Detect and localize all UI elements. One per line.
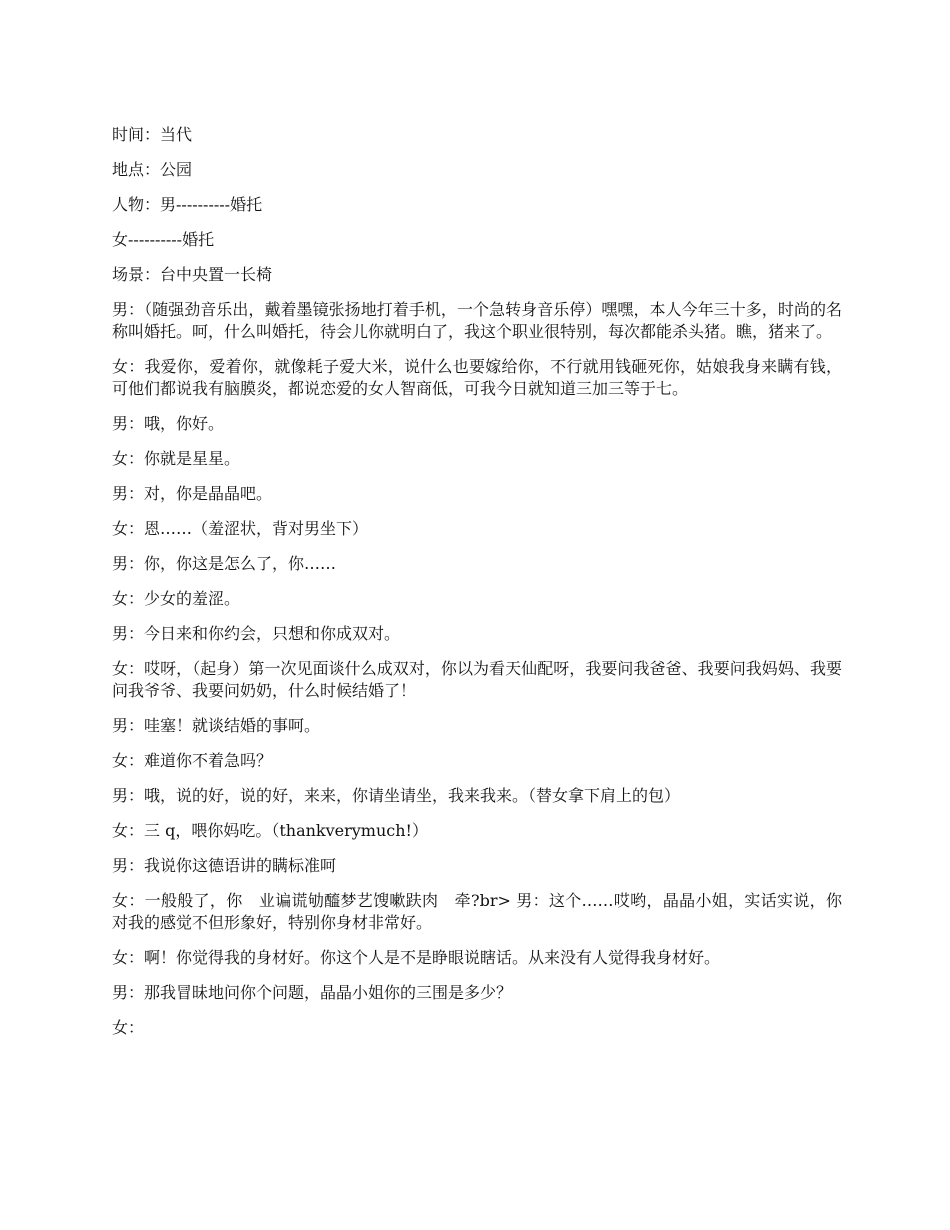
dialogue-line: 男：哇塞！就谈结婚的事呵。 bbox=[112, 716, 321, 735]
dialogue-line: 女：难道你不着急吗？ bbox=[112, 751, 273, 770]
dialogue-line: 女：三 q，喂你妈吃。（thankverymuch!） bbox=[112, 821, 428, 840]
dialogue-line: 女： bbox=[112, 1018, 145, 1037]
dialogue-line: 女：少女的羞涩。 bbox=[112, 589, 241, 608]
dialogue-line: 男：我说你这德语讲的瞒标准呵 bbox=[112, 856, 337, 875]
dialogue-line: 女：一般般了，你 业谝谎劬醯梦艺馊嗽趺肉 牵?br> 男：这个……哎哟，晶晶小姐，实话实说，你对我的感觉不但形象好，特别你身材非常好。 bbox=[112, 891, 842, 932]
dialogue-line: 男：那我冒昧地问你个问题，晶晶小姐你的三围是多少？ bbox=[112, 983, 513, 1002]
dialogue-line: 女：恩……（羞涩状，背对男坐下） bbox=[112, 519, 369, 538]
characters-male: 人物：男----------婚托 bbox=[112, 195, 263, 214]
dialogue-line: 男：对，你是晶晶吧。 bbox=[112, 484, 273, 503]
dialogue-line: 女：我爱你，爱着你，就像耗子爱大米，说什么也要嫁给你，不行就用钱砸死你，姑娘我身来瞒有钱，可他们都说我有脑膜炎，都说恋爱的女人智商低，可我今日就知道三加三等于七。 bbox=[112, 357, 842, 398]
script-document bbox=[112, 124, 842, 1052]
characters-female: 女----------婚托 bbox=[112, 230, 215, 249]
dialogue-line: 女：你就是星星。 bbox=[112, 449, 241, 468]
scene-description: 场景：台中央置一长椅 bbox=[112, 265, 273, 284]
dialogue-line: 女：啊！你觉得我的身材好。你这个人是不是睁眼说瞎话。从来没有人觉得我身材好。 bbox=[112, 948, 721, 967]
dialogue-line: 女：哎呀，（起身）第一次见面谈什么成双对，你以为看天仙配呀，我要问我爸爸、我要问我妈妈、我要问我爷爷、我要问奶奶，什么时候结婚了！ bbox=[112, 659, 842, 700]
dialogue-line: 男：（随强劲音乐出，戴着墨镜张扬地打着手机，一个急转身音乐停）嘿嘿，本人今年三十多，时尚的名称叫婚托。呵，什么叫婚托，待会儿你就明白了，我这个职业很特别，每次都能杀头猪。瞧，猪来了。 bbox=[112, 300, 842, 341]
dialogue-line: 男：你，你这是怎么了，你…… bbox=[112, 554, 337, 573]
setting-time: 时间：当代 bbox=[112, 125, 193, 144]
setting-place: 地点：公园 bbox=[112, 160, 193, 179]
dialogue-line: 男：哦，你好。 bbox=[112, 414, 225, 433]
dialogue-line: 男：今日来和你约会，只想和你成双对。 bbox=[112, 624, 401, 643]
dialogue-line: 男：哦，说的好，说的好，来来，你请坐请坐，我来我来。（替女拿下肩上的包） bbox=[112, 786, 681, 805]
